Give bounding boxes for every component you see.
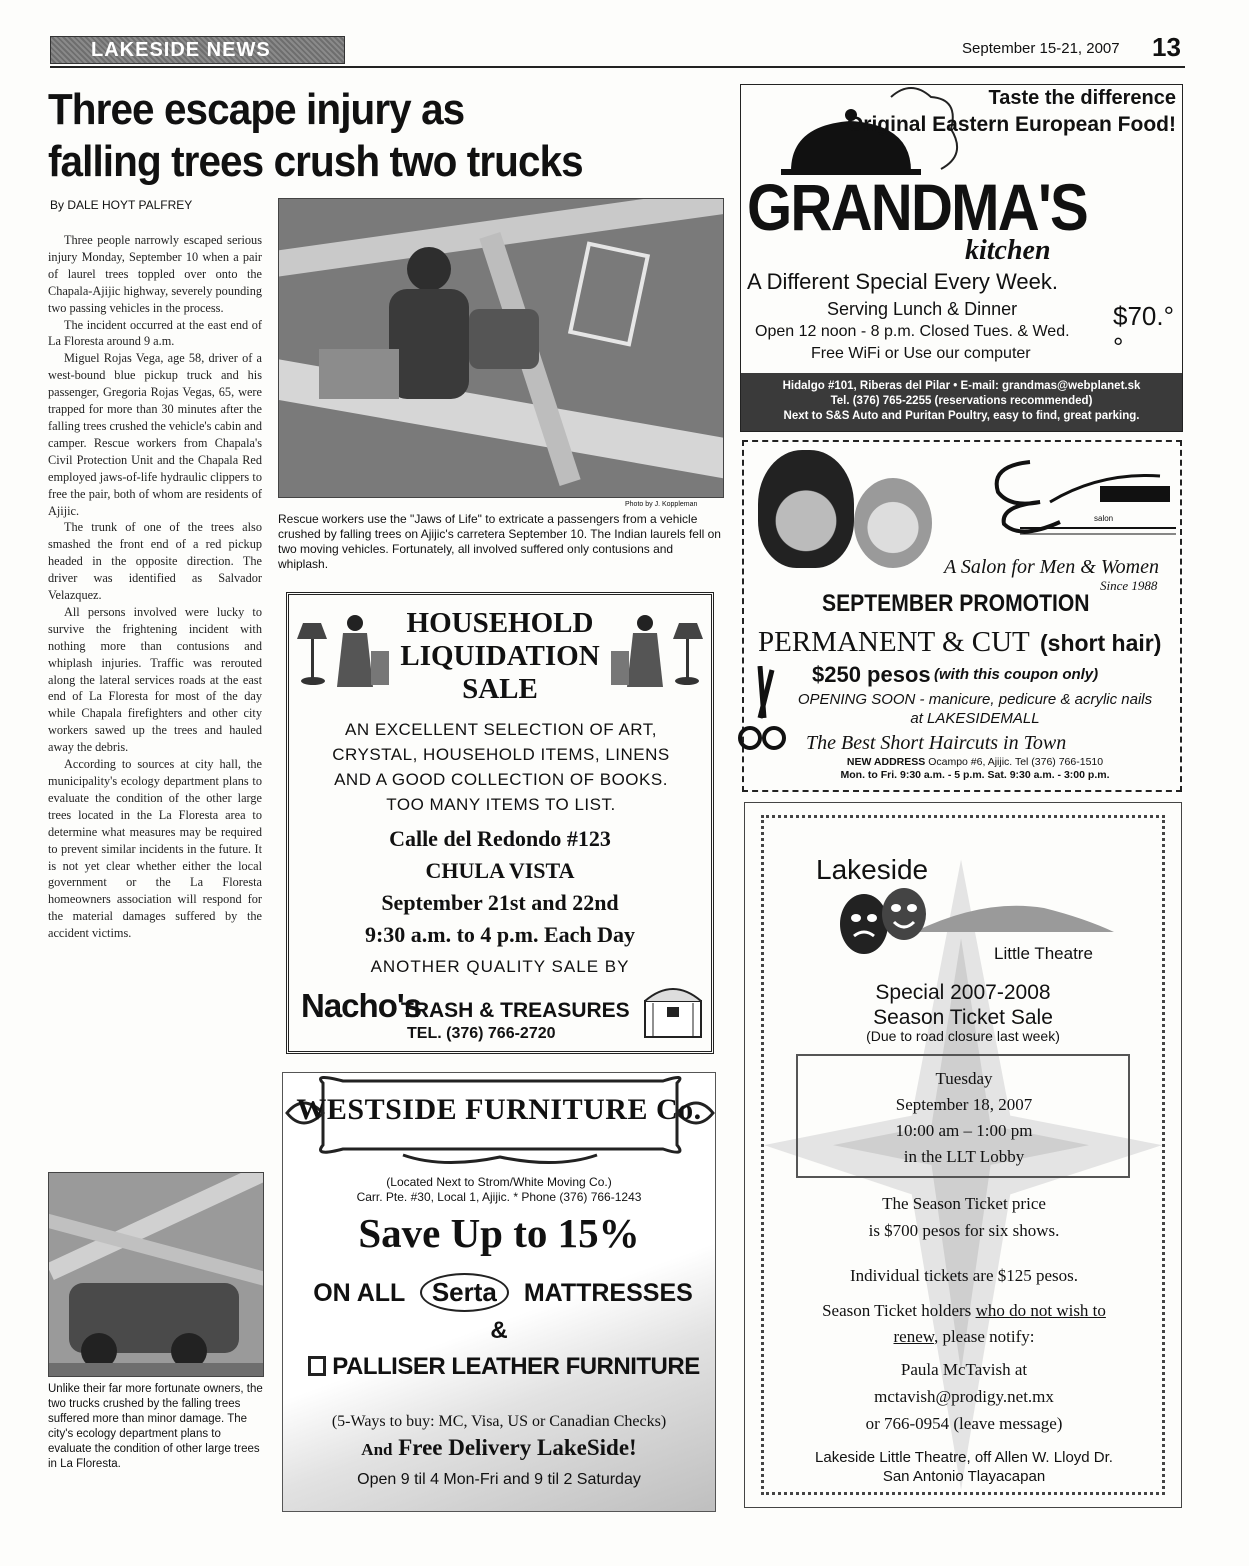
westside-hours: Open 9 til 4 Mon-Fri and 9 til 2 Saturday <box>357 1471 641 1488</box>
article-paragraph: According to sources at city hall, the municipality's ecology department plans to evaluate the condition of the other large trees located in the La Floresta area to determine what measures may be required to prevent similar incidents in the future. It is not yet clear whether either the local government or the La Floresta homeowners association will respond for the material damages suffered by the accident victims. <box>48 757 262 941</box>
sale-place: in the LLT Lobby <box>903 1147 1025 1166</box>
coupon-note: (with this coupon only) <box>934 666 1099 683</box>
holders-underlined: who do not wish to <box>975 1301 1106 1320</box>
quality-sale-by: ANOTHER QUALITY SALE BY <box>370 957 630 976</box>
model-portrait-1 <box>758 450 854 568</box>
footer-address: Hidalgo #101, Riberas del Pilar • E-mail: grandmas@webplanet.sk <box>782 380 1141 392</box>
article-headline <box>48 84 646 188</box>
opening-soon <box>790 690 1160 728</box>
scissors-icon <box>738 666 788 756</box>
sale-when <box>764 1066 1164 1170</box>
article-paragraph: Three people narrowly escaped serious injury Monday, September 10 when a pair of laurel trees toppled over onto the Chapala-Ajijic highway, severely pounding two passing vehicles in the process. <box>48 233 262 315</box>
ampersand: & <box>490 1317 508 1344</box>
treasure-chest-icon <box>639 975 709 1045</box>
serving-lunch-dinner: Serving Lunch & Dinner <box>827 299 1018 319</box>
edith-salon-ad <box>742 440 1182 792</box>
location-line: (Located Next to Strom/White Moving Co.) <box>386 1175 612 1189</box>
sale-day: Tuesday <box>935 1069 993 1088</box>
crushed-trucks-photo-art <box>49 1173 264 1377</box>
location-line: Carr. Pte. #30, Local 1, Ajijic. * Phone (376) 766-1243 <box>356 1190 642 1204</box>
short-hair-note: (short hair) <box>1040 630 1162 656</box>
description-line: AN EXCELLENT SELECTION OF ART, <box>345 720 657 739</box>
contact-name: Paula McTavish at <box>900 1360 1028 1379</box>
renew-underlined: renew <box>893 1327 934 1346</box>
palliser-logo-icon <box>308 1356 326 1376</box>
description-line: AND A GOOD COLLECTION OF BOOKS. <box>334 770 668 789</box>
article-paragraph: Miguel Rojas Vega, age 58, driver of a west-bound blue pickup truck and his passenger, Gregoria Rojas Vegas, 65, were trapped for more than 30 minutes after the falling trees crushed the vehicle's cabin and camper. Rescue workers from Chapala's Civil Protection Unit and the Chapala Red employed jaws-of-life hydraulic clippers to free the pair, both of whom are residents of Ajijic. <box>48 351 262 518</box>
household-details <box>289 823 711 951</box>
edith-logo-icon <box>980 452 1176 538</box>
page-number: 13 <box>1152 32 1181 62</box>
photo-caption: Rescue workers use the "Jaws of Life" to extricate a passengers from a vehicle crushed by falling trees on Ajijic's carretera September 10. The Indian laurels fell on two moving vehicles. Fortunately, all involved suffered only contusions and whiplash. <box>278 512 721 571</box>
section-banner <box>50 36 345 64</box>
holders-text: Season Ticket holders <box>822 1301 976 1320</box>
serta-logo: Serta <box>420 1273 509 1312</box>
september-promotion: SEPTEMBER PROMOTION <box>822 590 1090 617</box>
photo-caption-2: Unlike their far more fortunate owners, the two trucks crushed by the falling trees suffered more than minor damage. The city's ecology department plans to evaluate the condition of other large trees in La Floresta. <box>48 1383 263 1470</box>
opening-line: OPENING SOON - manicure, pedicure & acrylic nails <box>797 691 1153 708</box>
season-ticket-sale <box>764 980 1162 1030</box>
taste-the-difference: Taste the difference <box>988 87 1176 109</box>
westside-title: WESTSIDE FURNITURE Co. <box>296 1093 702 1126</box>
promo-price: $250 pesos <box>812 662 931 687</box>
opening-hours: Open 12 noon - 8 p.m. Closed Tues. & Wed. <box>755 323 1070 340</box>
contact-phone: or 766-0954 (leave message) <box>865 1414 1063 1433</box>
nacho-logo: Nacho's <box>301 987 422 1024</box>
issue-date: September 15-21, 2007 <box>962 40 1120 57</box>
theatre-lakeside: Lakeside <box>816 854 929 885</box>
season-price <box>764 1190 1164 1244</box>
rescue-photo-art <box>279 199 724 498</box>
headline-line-1: Three escape injury as <box>48 85 465 134</box>
sale-time: 10:00 am – 1:00 pm <box>895 1121 1033 1140</box>
delivery-line <box>283 1435 715 1461</box>
salon-address <box>790 756 1160 782</box>
sale-area: CHULA VISTA <box>425 858 575 883</box>
special-price: $70.°° <box>1113 301 1175 362</box>
little-theatre-ad <box>744 802 1182 1508</box>
household-liquidation-ad <box>286 592 714 1054</box>
description-line: TOO MANY ITEMS TO LIST. <box>386 795 616 814</box>
article-paragraph: The trunk of one of the trees also smashed the front end of a red pickup headed in the opposite direction. The driver was identified as Salvador Velazquez. <box>48 520 262 603</box>
household-title <box>289 607 711 706</box>
free-wifi: Free WiFi or Use our computer <box>811 345 1031 362</box>
footer-directions: Next to S&S Auto and Puritan Poultry, easy to find, great parking. <box>783 410 1140 422</box>
theatre-dotted-frame <box>761 815 1165 1495</box>
sale-date: September 18, 2007 <box>895 1095 1033 1114</box>
individual-price: Individual tickets are $125 pesos. <box>849 1266 1079 1285</box>
please-notify: , please notify: <box>933 1327 1035 1346</box>
kitchen-script: kitchen <box>965 235 1051 266</box>
special-every-week: A Different Special Every Week. <box>747 269 1058 294</box>
delivery-and: And <box>361 1440 393 1459</box>
best-haircuts: The Best Short Haircuts in Town <box>806 732 1067 754</box>
original-food: Original Eastern European Food! <box>846 113 1176 136</box>
payment-options: (5-Ways to buy: MC, Visa, US or Canadian Checks) <box>331 1413 667 1430</box>
description-line: CRYSTAL, HOUSEHOLD ITEMS, LINENS <box>332 745 670 764</box>
header-rule <box>50 66 1185 68</box>
opening-line: at LAKESIDEMALL <box>910 710 1040 727</box>
venue-line: Lakeside Little Theatre, off Allen W. Lloyd Dr. <box>815 1449 1113 1466</box>
sale-address: Calle del Redondo #123 <box>389 826 611 851</box>
crushed-trucks-photo <box>48 1172 264 1377</box>
model-portrait-2 <box>854 478 932 568</box>
free-delivery: Free Delivery LakeSide! <box>398 1435 637 1460</box>
grandmas-footer <box>741 373 1182 431</box>
on-all-text: ON ALL <box>313 1279 405 1307</box>
article-body <box>48 232 262 942</box>
contact-info <box>764 1356 1164 1437</box>
contact-email: mctavish@prodigy.net.mx <box>874 1387 1054 1406</box>
byline: By DALE HOYT PALFREY <box>50 198 193 212</box>
grandmas-logo: GRANDMA'S <box>747 170 1087 244</box>
renewal-notice <box>764 1298 1164 1350</box>
household-title-line: LIQUIDATION <box>400 640 600 672</box>
grandmas-kitchen-ad <box>740 84 1183 432</box>
palliser-line <box>289 1353 719 1381</box>
special-line: Season Ticket Sale <box>873 1006 1053 1029</box>
photo-credit: Photo by J. Koppleman <box>625 501 698 508</box>
salon-tagline: A Salon for Men & Women <box>944 556 1159 578</box>
sale-dates: September 21st and 22nd <box>381 890 619 915</box>
little-theatre: Little Theatre <box>994 944 1093 963</box>
new-address-label: NEW ADDRESS <box>846 756 926 768</box>
special-line: Special 2007-2008 <box>875 981 1051 1004</box>
salon-address-text: Ocampo #6, Ajijic. Tel (376) 766-1510 <box>928 756 1104 768</box>
article-paragraph: The incident occurred at the east end of La Floresta around 9 a.m. <box>48 317 262 349</box>
theatre-venue <box>764 1448 1164 1486</box>
headline-line-2: falling trees crush two trucks <box>48 137 583 186</box>
article-paragraph: All persons involved were lucky to survive the frightening incident with nothing more than contusions and whiplash injuries. Traffic was rerouted along the lateral services roads at the east end of La Floresta for most of the day while Chapala firefighters and other city workers sawed up the trees and hauled away the debris. <box>48 604 262 755</box>
permanent-cut: PERMANENT & CUT <box>758 626 1030 658</box>
mattresses-text: MATTRESSES <box>523 1279 693 1307</box>
section-title: LAKESIDE NEWS <box>91 39 271 61</box>
westside-location <box>283 1175 715 1205</box>
due-note: (Due to road closure last week) <box>866 1028 1060 1044</box>
rescue-photo <box>278 198 724 498</box>
price-line: is $700 pesos for six shows. <box>868 1221 1060 1240</box>
salon-label: salon <box>1094 514 1114 523</box>
venue-line: San Antonio Tlayacapan <box>882 1468 1046 1485</box>
since-year: Since 1988 <box>1100 578 1158 593</box>
household-description <box>301 717 701 817</box>
palliser-text: PALLISER LEATHER FURNITURE <box>332 1353 700 1380</box>
price-line: The Season Ticket price <box>882 1194 1046 1213</box>
sale-hours: 9:30 a.m. to 4 p.m. Each Day <box>364 922 636 947</box>
trash-treasures-brand: TRASH & TREASURES <box>401 999 630 1022</box>
salon-hours: Mon. to Fri. 9:30 a.m. - 5 p.m. Sat. 9:30 a.m. - 3:00 p.m. <box>840 769 1110 781</box>
westside-furniture-ad <box>282 1072 716 1512</box>
mattress-line <box>313 1273 693 1312</box>
household-title-line: SALE <box>462 673 538 705</box>
save-headline: Save Up to 15% <box>358 1210 640 1256</box>
household-title-line: HOUSEHOLD <box>406 607 594 639</box>
household-phone: TEL. (376) 766-2720 <box>407 1025 556 1042</box>
footer-phone: Tel. (376) 765-2255 (reservations recommended) <box>830 395 1093 407</box>
